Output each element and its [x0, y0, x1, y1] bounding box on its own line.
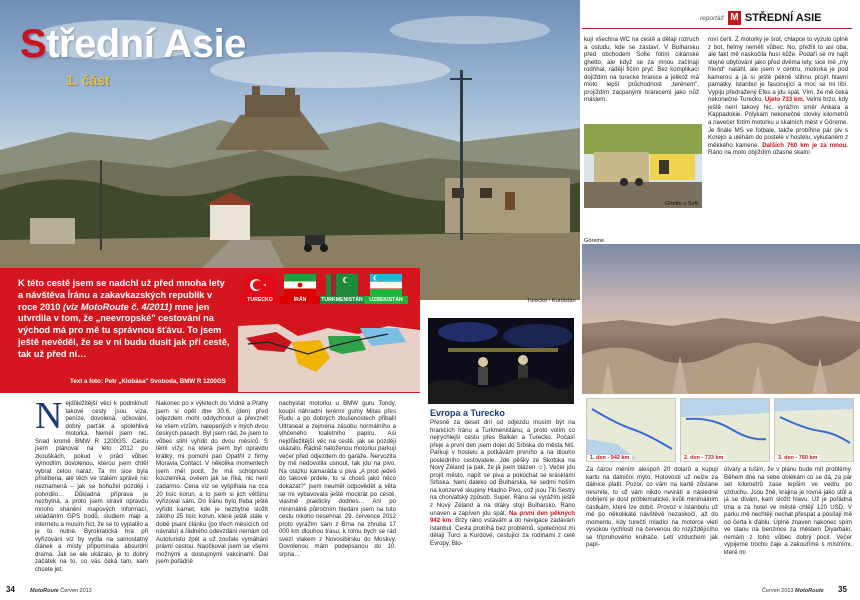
flag-uzbekistan: [370, 274, 402, 296]
footer-left: [30, 588, 92, 594]
right-col-2-top: roví čerti. Z motorky je šrot, chlapce to vyzulo úplně z bot, helmy nemělí vůbec. No, přežili to asi oba, ale fakt mě naskočila husí kůže. Podaří se mi najít stejné ubytování jako před dvěma lety, sice mě „my friend" natáhl, ale jsem v centru, motorka je pod kamerou a já si ještě pěkně stihnu projít hlavní památky. Istanbul je fascinující a moc se mi líbí. Vypiju předražený Efes a jdu spát. Vím, že mě čeká nekonečné Turecko. Ujeto 733 km. Velmi brzo, kdy ještě není takový hic, vyrážím směr Ankara a Kappadokie. Polykám nekonečné stovky kilometrů a navečer fotím motorku u skalních měst v Göreme. Je finále MS ve fotbale, takže probíhne pár piv s Korejci a uléhám do postele v hostelu, vykutaném z měkkého kamene. Dalších 760 km je za mnou. Ráno na moto objíždím úžasné skalní: [708, 36, 848, 157]
map-caption-day2: 2. den - 733 km: [681, 455, 726, 461]
footer-left-mag: MotoRoute: [30, 588, 59, 594]
column-1: Nejdůležitější věci k podniknutí takové cesty jsou víza, peníze, dovolená, očkování, dobrý parťák a spolehlivá motorka. Neměl jsem nic. Snad kromě BMW R 1200GS. Cestu jsem plánoval na léto 2012 po zkouškách, pokud v práci vůbec vymodlím dovolenou, kterou jsem chtěl vybrat celou naráz. Ta mi sice byla přislíbena, ale těch ve stálém správě nic neznamená – jak se bohužel později i potvrdilo… Důkladná příprava je nezbytná, a proto jsem strávil opravdu mnoho shánění mapových informací, ukládáním GPS bodů, studiem map a internetu a musím říct, že se to vyplatilo a je to nutné. Byrokratická hra při vyřizování víz by vydla na samostatný článek a místy připomínala absurdní drama. Jak se ale ukázalo, je to dobrý začátek na to, co vás čeká tam, kam chcete jet.: [35, 400, 148, 574]
map-day-2: [680, 398, 770, 462]
page-number-left: 34: [6, 585, 15, 594]
caption-hero: Turecko - Kurdistán: [527, 298, 576, 304]
right-col-1-top: kují všechna WC na cestě a dělají rozruch a ostudu, kde se zastaví. V Bulharsku před obchodem Sofie fotím cikánské ghetto, ale když se za mnou začínají rodňhat, rádějí fičím pryč. Bez komplikací dojíždím na turecké hranice a jelikož má moto lepší průchodnost „terénem", projíždím zacpanými hranicemi jako nůž máslem.: [584, 36, 699, 104]
map-day-1: [586, 398, 676, 462]
page-number-right: 35: [838, 585, 847, 594]
footer-right-mag: MotoRoute: [795, 588, 824, 594]
section-heading-europe: Evropa a Turecko: [430, 408, 505, 418]
flag-turkey: [244, 274, 276, 296]
header-rule: [582, 28, 852, 29]
goreme-landscape: [582, 244, 860, 394]
column-7: útvary a tušim, že v plánu bude mít problémy. Během dne na sebe oblékám co se dá, za pár set kilometrů zase lepšim ve vedru po vzduchu. Jsou žně, krajina je rovná jako stůl a já se dívám, kam složit hlavu. Už je pořádná tma a za hotel ve městě chtějí 120 USD. V parku mě nechtějí nechat přespat a posílají mě od čerta k ďáblu. Úplně znaven nakonec spím ve stanu na benzince za městem Diyarbakr, nemám z toho vůbec dobrý pocit. Večer vypijeme trochu čaje a zakouříme s místními, které mi: [724, 466, 852, 557]
distance-day3: Dalších 760 km je za mnou.: [762, 141, 848, 149]
flag-label-uzbekistan: UZBEKISTÁN: [364, 296, 408, 304]
intro-credit: Text a foto: Petr „Klobása" Svoboda, BMW R 1200GS: [70, 378, 226, 385]
page-title: [20, 22, 246, 67]
photo-concert: [428, 318, 574, 404]
distance-day1: Na první den pěkných 942 km.: [430, 509, 575, 525]
photo-ghetto-sofia: [584, 124, 702, 208]
emblem-icon: [284, 274, 316, 296]
footer-left-issue: Červen 2013: [60, 588, 92, 594]
photo-goreme: [582, 244, 860, 394]
section-badge: M: [728, 11, 741, 25]
route-map: [238, 306, 420, 392]
distance-day2: Ujeto 733 km.: [764, 96, 805, 104]
column-europe: Přesně za deset dní od odjezdu musím být na hranicích Íránu a Turkmenistánu, a proto volím co nejrychlejší cestu přes Balkán a Turecko. Počasí přeje a první den jsem dojel do Srbska do města Niš. Parkuji v hostelu a potkávám prvního a na dlouho posledního cestovatele. Jde pěšky ze Skotska na Nový Zéland (a pak, že já jsem blázen ☺). Večer jdu projít město, napít se piva a pokochat se krásklámi Srbska. Není daleko od Bulharska, ke sedmi hoším na konzervě skupiny Hladno Pivo, což jsou Titi Sestry na chorvatský způsob. Super. Ráno se vyrážím ještě z Nový Zéland a na dráky stojí Bulharsko, Ráno unaven a zapíven jdu spát. Na první den pěkných 942 km. Brzy ráno vstávám a do navigace zadávám Istanbul. Cesta probíhá bez problémů, společnost mi dělají Turci a Kurdové, cestující za rodinami z celé Evropy. Blo-: [430, 419, 575, 547]
ghetto-illustration: [584, 124, 702, 208]
crescent-icon: [370, 274, 402, 296]
footer-right-issue: Červen 2013: [762, 588, 794, 594]
caption-ghetto: Ghetto v Sofii: [665, 201, 699, 207]
title-initial: S: [20, 22, 47, 66]
footer-right: [762, 588, 824, 594]
map-caption-day3: 3. den - 760 km: [775, 455, 820, 461]
concert-illustration: [428, 318, 574, 404]
page-subtitle: 1. část: [66, 72, 110, 88]
section-header: [700, 10, 821, 26]
section-kicker: reportáž: [700, 14, 724, 22]
flag-label-turkmenistan: TURKMENISTÁN: [321, 297, 363, 303]
section-title: STŘEDNÍ ASIE: [744, 12, 822, 24]
intro-ref: (viz MotoRoute č. 4/2011): [62, 301, 173, 312]
flag-label-iran: ÍRÁN: [280, 296, 320, 304]
column-2: Nakonec po x výletech do Vídně a Prahy jsem si opět dne 30.6. (den) před odjezdem mohl oddychnout a převznět ke všem vízům, nalepených v mých dvou českých pasech. Byl jsem rád, že jsem to vůbec stihl vyřídit do dvou měsíců. S těmi vízy, na která jsem byl opravdu krátký, mi pomohl pan Opatřil z firmy Moravia Contact. V několika momentech jsem měl pocit, že má schopnosti kouzelníka, ověem jak se říká, nic není zadarmo. Cena víz se vyšplhala na cca 20 tisíc korun, a to jsem si jich většinu vyřizoval sám. Do Íránu bylo třeba ještě vyřídit karnet, kde je nezbytné složit záloho 25 tisíc korun, které ještě stále v době psaní článku (po třech měsících od návratu) a řádného odevzdání nemám od Autoturistu zpět a už zoufale vymáhání právní cestou. Naočkoval jsem se všemi možnými a dostupnými vakcinami. Dal jsem pořádně: [156, 400, 268, 566]
carpet-stripe-icon: [326, 274, 358, 296]
caption-concert: Hladno Pivo: [432, 310, 463, 316]
drop-cap: N: [35, 400, 63, 437]
map-caption-day1: 1. den - 942 km: [587, 455, 632, 461]
flag-iran: [284, 274, 316, 296]
route-map-day3: [775, 399, 854, 462]
title-rest: třední Asie: [46, 22, 246, 66]
map-day-3: [774, 398, 854, 462]
flag-label-turkey: TURECKO: [240, 296, 280, 304]
intro-text: K této cestě jsem se nadchl už před mnoha lety a návštěva Íránu a zakavkazských republik v roce 2010 (viz MotoRoute č. 4/2011) mne jen utvrdila v tom, že „neevropské" cestování na východ má pro mě tu správnou šťávu. To jsem ještě nevěděl, že se v ní budu dusit jak při cestě, tak už před ní…: [18, 278, 230, 359]
flag-turkmenistan: [326, 274, 358, 296]
intro-box: [0, 268, 420, 393]
column-3: nachystat motorku u BMW guru Tondy, koupil náhradní terénní gumy Mitas přes Rudu a po dobrých zkušenostech přibalil Ultraseal a zejména zásobu normálního a vlhčeného toaletního papíru. Asi nejdůležitější věc na cestě, jak se později ukázalo. Řádně naloženou motorku parkuji večer před odjezdem do garáže. Nervozita by mě nedovolila usnout, tak jdu na pivo. Na otázku kamaráda u piva „A proč jedeš do takové prdele, to si chceš jako něco dokázat?" jsem neuměl odpovědět a věta se mi vybavovala ještě mockrát po cestě, vlastně prakticky dodnes… Ani po minimálně půlročním hledání jsem na tuto cestu nikoho nesehnal. 29. července 2012 proto vyrážím sám z Brna na zhruba 17 000 km dlouhou trasu, k tomu bych se rád svezl vlakem z Novosibirsku do Moskvy. Dovolenou mám podepsanou do 10. srpna…: [279, 400, 396, 558]
route-map-day2: [681, 399, 770, 462]
column-6: Za čárou měním alespoň 20 dolarů a kupuji kartu na dálniční mýto. Hotovostí už nelze za dálnice platit. Pozor, co vám na kartě zůstane nesmíte, to už vám nikdo nevrátí a následné dobíjení je dost problematické, kvůli minimálním částkám, které lze dobít. Provoz v Istanbulu už mě po několikáté návštěvě nezaskočí, až do momentu, kdy turečtí mladíci na motorce vletí vysokou rychlostí na červenou do rozjíždějícího se třípruhového kruháče. Letí vzduchem jak papí-: [586, 466, 718, 549]
caption-goreme: Göreme: [584, 238, 605, 244]
crescent-star-icon: [244, 274, 276, 296]
route-map-day1: [587, 399, 676, 462]
